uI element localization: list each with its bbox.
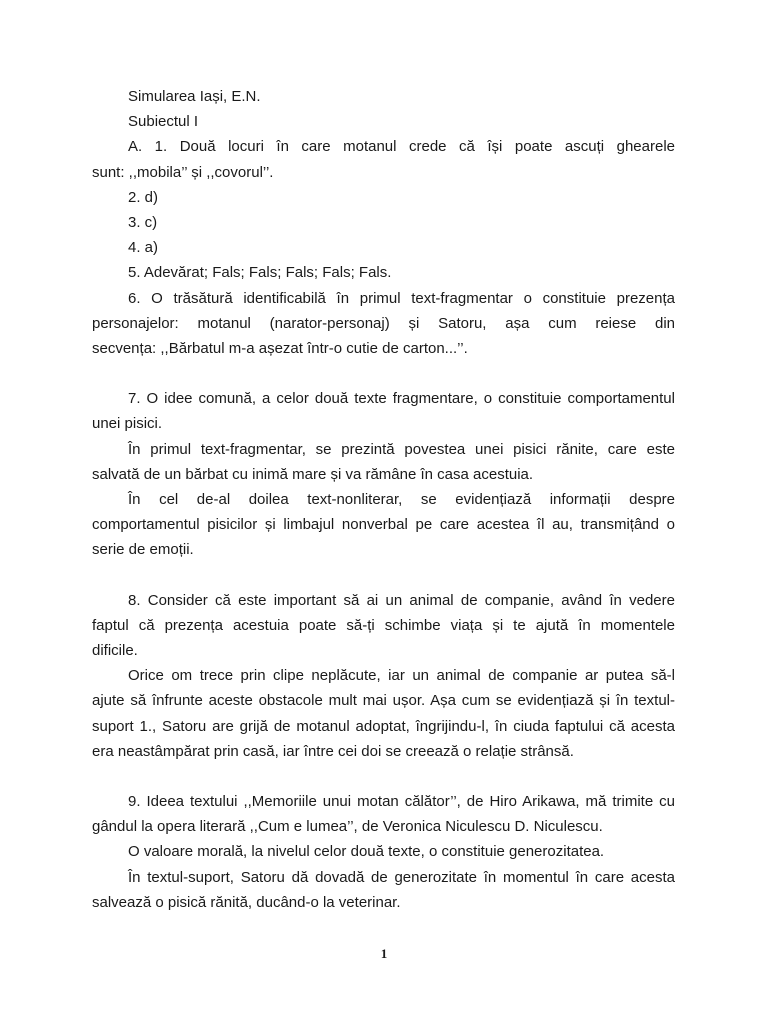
answer-7-line: serie de emoții.: [92, 541, 194, 559]
answer-8-line: faptul că prezența acestuia poate să-ți schimbe viața și te ajută în momentele: [92, 616, 675, 634]
answer-8-line: Orice om trece prin clipe neplăcute, iar un animal de companie ar putea să-l: [128, 667, 675, 685]
paragraph-gap: [92, 764, 675, 789]
page-number: 1: [380, 946, 388, 961]
answer-3: 3. c): [128, 214, 158, 232]
answer-5: 5. Adevărat; Fals; Fals; Fals; Fals; Fals.: [128, 264, 392, 282]
answer-9-line: 9. Ideea textului ,,Memoriile unui motan călător’’, de Hiro Arikawa, mă trimite cu: [128, 793, 675, 811]
answer-7-line: În cel de-al doilea text-nonliterar, se evidențiază informații despre: [128, 491, 675, 509]
answer-8-line: dificile.: [92, 642, 138, 660]
answer-7-line: unei pisici.: [92, 415, 163, 433]
answer-8-line: ajute să înfrunte aceste obstacole mult mai ușor. Așa cum se evidențiază și în textul-: [92, 692, 675, 710]
subject-heading: Subiectul I: [128, 113, 199, 131]
answer-7-line: 7. O idee comună, a celor două texte fragmentare, o constituie comportamentul: [128, 390, 675, 408]
answer-9-line: O valoare morală, la nivelul celor două texte, o constituie generozitatea.: [128, 843, 605, 861]
answer-6-line: secvența: ,,Bărbatul m-a așezat într-o cutie de carton...’’.: [92, 340, 468, 358]
answer-8-line: 8. Consider că este important să ai un animal de companie, având în vedere: [128, 591, 675, 609]
paragraph-gap: [92, 563, 675, 588]
answer-2: 2. d): [128, 188, 159, 206]
answer-8-line: era neastâmpărat prin casă, iar între cei doi se creează o relație strânsă.: [92, 742, 574, 760]
answer-7-line: comportamentul pisicilor și limbajul nonverbal pe care acestea îl au, transmițând o: [92, 516, 675, 534]
answer-9-line: salvează o pisică rănită, ducând-o la veterinar.: [92, 893, 401, 911]
answer-4: 4. a): [128, 239, 159, 257]
answer-7-line: În primul text-fragmentar, se prezintă povestea unei pisici rănite, care este: [128, 440, 675, 458]
answer-8-line: suport 1., Satoru are grijă de motanul adoptat, îngrijindu-l, în ciuda faptului că acesta: [92, 717, 675, 735]
answer-9-line: gândul la opera literară ,,Cum e lumea’’, de Veronica Niculescu D. Niculescu.: [92, 818, 603, 836]
answer-7-line: salvată de un bărbat cu inimă mare și va rămâne în casa acestuia.: [92, 465, 534, 483]
document-title: Simularea Iași, E.N.: [128, 88, 261, 105]
answer-9-line: În textul-suport, Satoru dă dovadă de generozitate în momentul în care acesta: [128, 868, 675, 886]
answer-6-line: 6. O trăsătură identificabilă în primul text-fragmentar o constituie prezența: [128, 289, 675, 307]
paragraph-gap: [92, 361, 675, 386]
answer-6-line: personajelor: motanul (narator-personaj) și Satoru, așa cum reiese din: [92, 314, 675, 332]
document-body: [92, 84, 675, 915]
answer-a1-line: sunt: ,,mobila’’ și ,,covorul’’.: [92, 163, 274, 181]
answer-a1-line: A. 1. Două locuri în care motanul crede că își poate ascuți ghearele: [128, 138, 675, 156]
